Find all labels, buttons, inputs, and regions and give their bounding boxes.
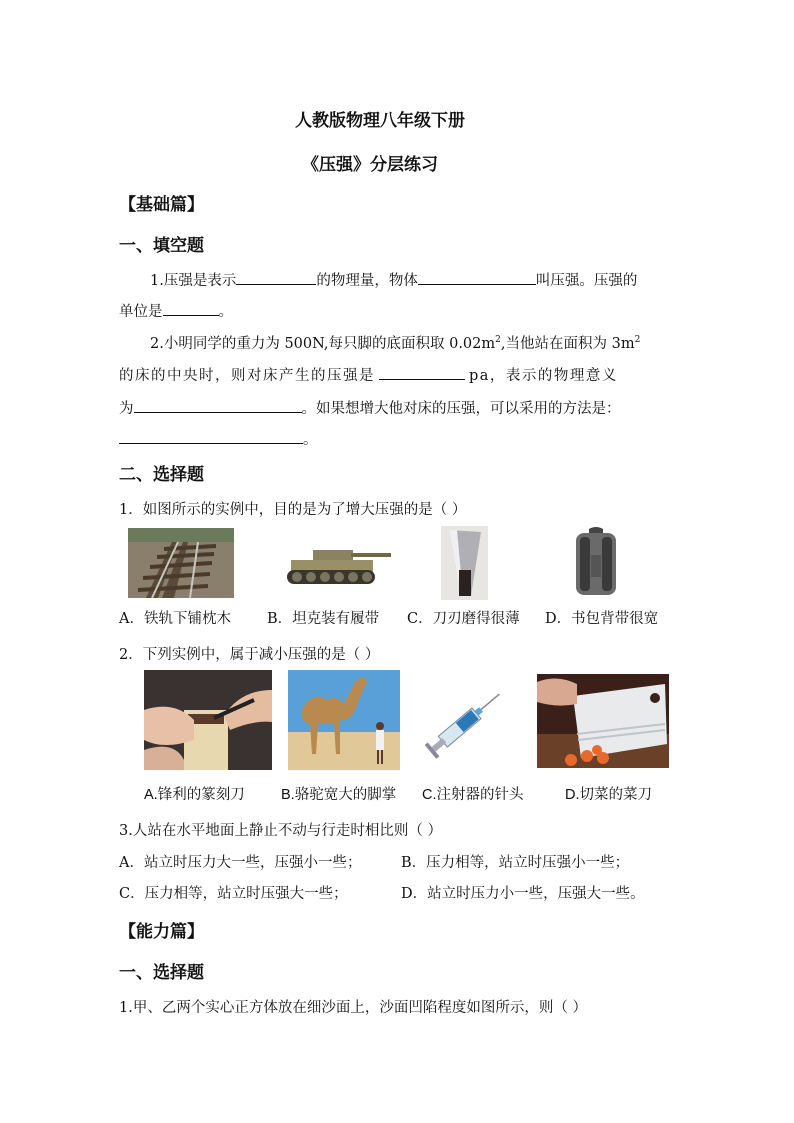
backpack-image xyxy=(571,525,621,598)
kitchen-cleaver-image xyxy=(537,674,669,768)
tank-image xyxy=(283,540,393,588)
fill-q2-line4: 。 xyxy=(119,428,318,449)
section-basic-heading: 【基础篇】 xyxy=(119,195,204,215)
fill-q2-line3: 为 。如果想增大他对床的压强，可以采用的方法是： xyxy=(119,397,621,418)
carving-knife-image xyxy=(144,670,272,770)
railway-track-image xyxy=(128,528,234,598)
fill-q2-line1: 2.小明同学的重力为 500N,每只脚的底面积取 $0.02m^2$,当他站在面积为 $3m^2$ xyxy=(150,335,641,352)
ability-q1-stem: 1.甲、乙两个实心正方体放在细沙面上，沙面凹陷程度如图所示，则（ ） xyxy=(119,1000,587,1016)
choice-q3-option-a[interactable]: A．站立时压力大一些，压强小一些； xyxy=(119,855,362,871)
camel-image xyxy=(288,670,400,770)
choice-q1-option-d[interactable]: D．书包背带很宽 xyxy=(545,611,659,627)
answer-blank[interactable] xyxy=(379,365,465,380)
answer-blank[interactable] xyxy=(163,301,219,316)
choice-q1-stem: 1．如图所示的实例中，目的是为了增大压强的是（ ） xyxy=(119,502,467,518)
answer-blank[interactable] xyxy=(418,270,536,285)
choice-q3-option-c[interactable]: C．压力相等，站立时压强大一些； xyxy=(119,886,348,902)
fill-q2-line2: 的床的中央时，则对床产生的压强是 pa，表示的物理意义 xyxy=(119,364,618,385)
choice-heading: 二、选择题 xyxy=(119,465,204,485)
ability-choice-heading: 一、选择题 xyxy=(119,963,204,983)
section-ability-heading: 【能力篇】 xyxy=(119,922,204,942)
choice-q1-option-a[interactable]: A．铁轨下铺枕木 xyxy=(119,611,231,627)
choice-q3-option-b[interactable]: B．压力相等，站立时压强小一些； xyxy=(401,855,630,871)
choice-q2-option-a[interactable]: A.锋利的篆刻刀 xyxy=(144,787,245,803)
syringe-image xyxy=(418,678,512,768)
choice-q2-option-c[interactable]: C.注射器的针头 xyxy=(422,787,524,803)
choice-q3-stem: 3.人站在水平地面上静止不动与行走时相比则（ ） xyxy=(119,823,442,839)
doc-subtitle: 《压强》分层练习 xyxy=(302,155,438,175)
answer-blank[interactable] xyxy=(236,270,316,285)
choice-q3-option-d[interactable]: D．站立时压力小一些，压强大一些。 xyxy=(401,886,645,902)
knife-blade-image xyxy=(441,526,488,600)
fill-q1-line2: 单位是 。 xyxy=(119,300,233,321)
answer-blank[interactable] xyxy=(134,398,302,413)
fill-heading: 一、填空题 xyxy=(119,236,204,256)
choice-q2-option-b[interactable]: B.骆驼宽大的脚掌 xyxy=(281,787,397,803)
choice-q2-option-d[interactable]: D.切菜的菜刀 xyxy=(565,787,652,803)
answer-blank[interactable] xyxy=(119,429,303,444)
choice-q1-option-c[interactable]: C．刀刃磨得很薄 xyxy=(407,611,520,627)
choice-q2-stem: 2．下列实例中，属于减小压强的是（ ） xyxy=(119,647,380,663)
choice-q1-option-b[interactable]: B．坦克装有履带 xyxy=(267,611,380,627)
doc-title: 人教版物理八年级下册 xyxy=(295,111,465,131)
fill-q1-line1: 1.压强是表示 的物理量，物体 叫压强。压强的 xyxy=(150,269,637,290)
